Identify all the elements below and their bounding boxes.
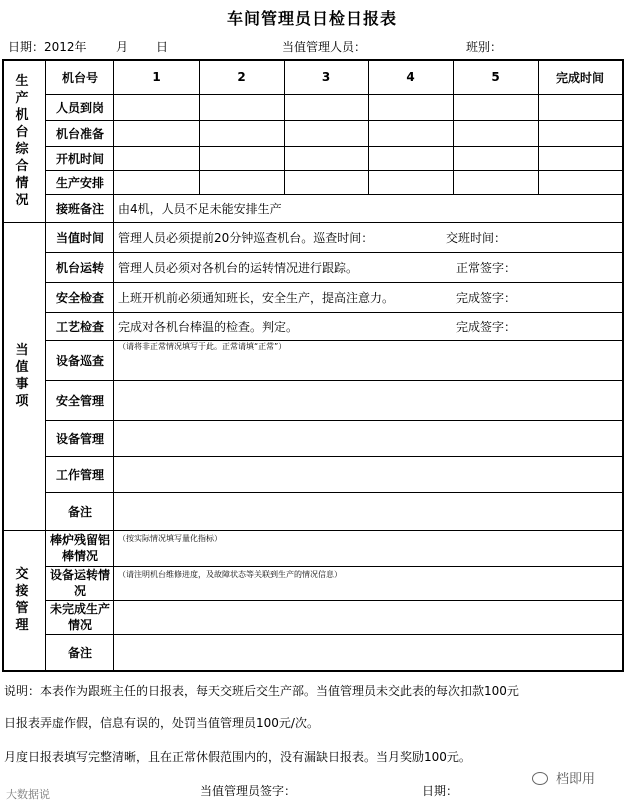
machine-number: 5 [491, 70, 500, 84]
row-label-production-plan: 生产安排 [55, 175, 104, 190]
table-rule-h [2, 670, 623, 672]
duty-label-process-check: 工艺检查 [55, 319, 104, 334]
table-rule-h [45, 492, 622, 493]
shift-label: 班别： [466, 40, 503, 54]
section-handover: 交 接 管 理 [15, 567, 29, 633]
handover-hint-equipment-run: （请注明机台维修进度，及故障状态等关联到生产的情况信息） [118, 569, 342, 579]
normal-signature-label: 正常签字： [456, 260, 517, 275]
table-rule-h [45, 170, 622, 171]
table-rule-h [45, 94, 622, 95]
duty-text-time: 管理人员必须提前20分钟巡查机台。巡查时间： [118, 230, 374, 245]
handover-time-label: 交班时间： [446, 230, 507, 245]
row-label-machine-prep: 机台准备 [55, 126, 104, 141]
table-rule-h [45, 120, 622, 121]
month-label: 月 [116, 40, 129, 54]
finish-time-header: 完成时间 [555, 70, 604, 85]
complete-signature-label: 完成签字： [456, 319, 517, 334]
table-rule-h [45, 456, 622, 457]
complete-signature-label: 完成签字： [456, 290, 517, 305]
duty-manager-label: 当值管理人员： [282, 40, 367, 54]
signature-label: 当值管理员签字： [200, 784, 297, 798]
duty-label-equipment-patrol: 设备巡查 [55, 353, 104, 368]
footer-date-label: 日期： [422, 784, 459, 798]
table-rule-h [45, 600, 622, 601]
duty-label-equipment-management: 设备管理 [55, 431, 104, 446]
machine-number-header: 机台号 [61, 70, 98, 85]
table-rule-h [45, 146, 622, 147]
duty-label-machine-run: 机台运转 [55, 260, 104, 275]
duty-label-safety-check: 安全检查 [55, 290, 104, 305]
day-label: 日 [156, 40, 169, 54]
handover-label-unfinished-production: 未完成生产情况 [49, 602, 110, 632]
table-rule-h [45, 634, 622, 635]
section-duty: 当 值 事 项 [15, 343, 29, 409]
note-line-2: 日报表弄虚作假，信息有误的，处罚当值管理员100元/次。 [4, 716, 319, 730]
section-production: 生 产 机 台 综 合 情 况 [15, 74, 29, 208]
date-label: 日期：2012年 [8, 40, 87, 54]
machine-number: 2 [237, 70, 246, 84]
watermark-right: 档即用 [532, 768, 595, 787]
duty-hint-equipment-patrol: （请将非正常情况填写于此。正常请填“正常”） [118, 341, 287, 351]
handover-label-remarks: 备注 [67, 645, 92, 660]
note-line-1: 说明：本表作为跟班主任的日报表，每天交班后交生产部。当值管理员未交此表的每次扣款100元 [4, 684, 519, 698]
duty-label-remarks: 备注 [67, 504, 92, 519]
table-rule-v [2, 59, 4, 672]
machine-number: 4 [406, 70, 415, 84]
machine-number: 1 [152, 70, 161, 84]
row-label-start-time: 开机时间 [55, 151, 104, 166]
handover-note-label: 接班备注 [55, 201, 104, 216]
page-title: 车间管理员日检日报表 [226, 9, 397, 28]
duty-text-machine-run: 管理人员必须对各机台的运转情况进行跟踪。 [118, 260, 359, 275]
row-label-staff-arrival: 人员到岗 [55, 100, 104, 115]
handover-hint-residual-bars: （按实际情况填写量化指标） [118, 533, 222, 543]
table-rule-h [45, 566, 622, 567]
duty-text-process-check: 完成对各机台棒温的检查。判定。 [118, 319, 299, 334]
handover-label-residual-bars: 棒炉残留铝棒情况 [49, 533, 110, 563]
wechat-icon [532, 772, 548, 785]
duty-label-safety-management: 安全管理 [55, 393, 104, 408]
handover-note-text: 由4机，人员不足未能安排生产 [118, 201, 282, 216]
table-rule-h [45, 380, 622, 381]
duty-label-time: 当值时间 [55, 230, 104, 245]
note-line-3: 月度日报表填写完整清晰，且在正常休假范围内的，没有漏缺日报表。当月奖励100元。 [4, 750, 471, 764]
table-rule-h [45, 420, 622, 421]
watermark-left: 大数据说 [6, 788, 50, 801]
duty-text-safety-check: 上班开机前必须通知班长，安全生产，提高注意力。 [118, 290, 395, 305]
machine-number: 3 [321, 70, 331, 84]
duty-label-work-management: 工作管理 [55, 467, 104, 482]
handover-label-equipment-run: 设备运转情况 [49, 568, 110, 598]
